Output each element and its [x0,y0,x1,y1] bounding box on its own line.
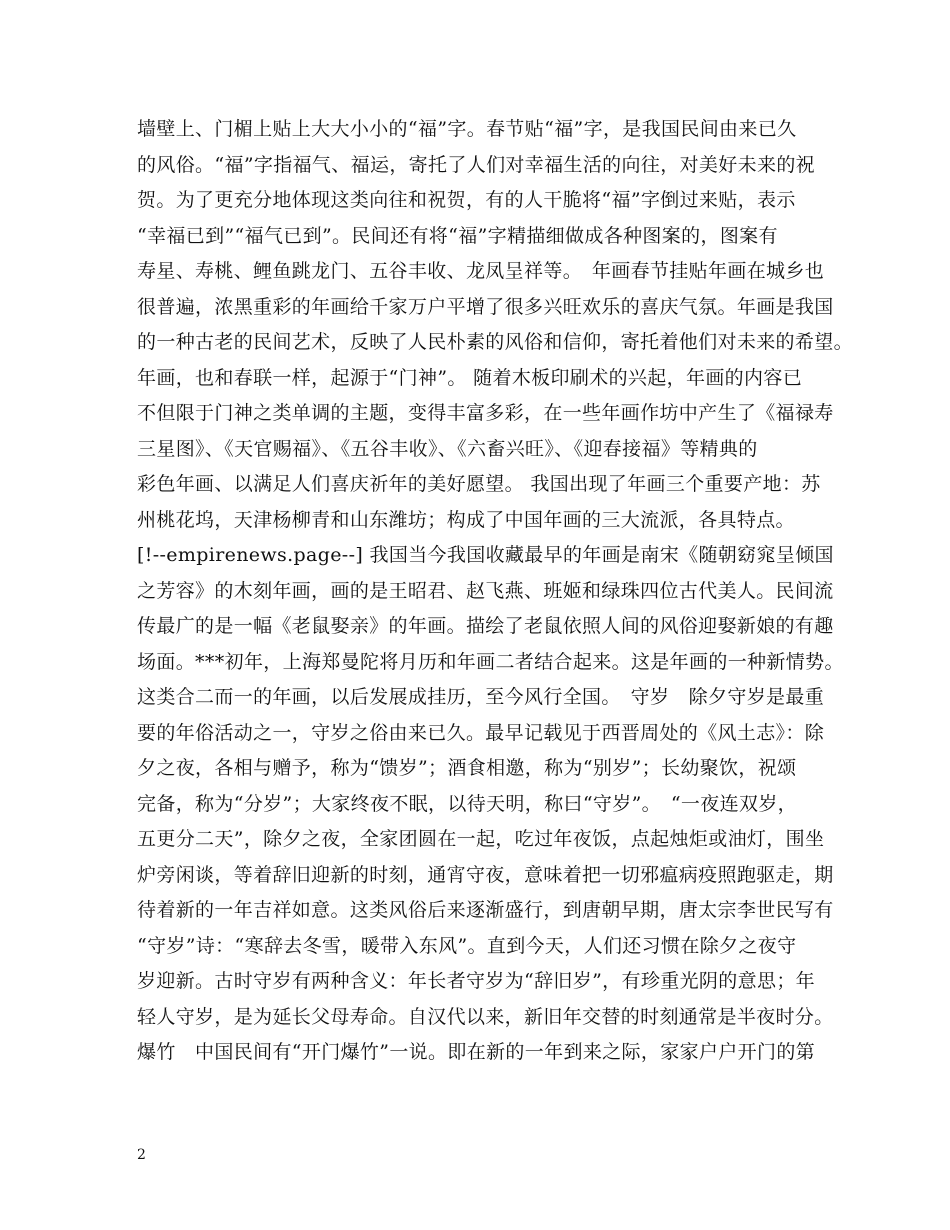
text-line: 五更分二天”，除夕之夜，全家团圆在一起，吃过年夜饭，点起烛炬或油灯，围坐 [137,828,825,850]
text-line: 这类合二而一的年画，以后发展成挂历，至今风行全国。 守岁 除夕守岁是最重 [137,686,825,708]
text-line: 夕之夜，各相与赠予，称为“馈岁”；酒食相邀，称为“别岁”；长幼聚饮，祝颂 [137,757,797,779]
text-line: 的一种古老的民间艺术，反映了人民朴素的风俗和信仰，寄托着他们对未来的希望。 [137,331,853,353]
text-line: 州桃花坞，天津杨柳青和山东潍坊；构成了中国年画的三大流派，各具特点。 [137,508,795,531]
text-line: 的风俗。“福”字指福气、福运，寄托了人们对幸福生活的向往，对美好未来的祝 [137,153,816,176]
text-line: 之芳容》的木刻年画，画的是王昭君、赵飞燕、班姬和绿珠四位古代美人。民间流 [137,579,834,602]
text-line: 爆竹 中国民间有“开门爆竹”一说。即在新的一年到来之际，家家户户开门的第 [137,1041,816,1063]
text-line: 彩色年画、以满足人们喜庆祈年的美好愿望。 我国出现了年画三个重要产地：苏 [137,473,821,495]
page-number: 2 [137,1147,146,1163]
text-line: 要的年俗活动之一，守岁之俗由来已久。最早记载见于西晋周处的《风土志》：除 [137,721,825,744]
text-line: 很普遍，浓黑重彩的年画给千家万户平增了很多兴旺欢乐的喜庆气氛。年画是我国 [137,295,834,318]
text-line: 不但限于门神之类单调的主题，变得丰富多彩，在一些年画作坊中产生了《福禄寿 [137,402,834,424]
text-line: 完备，称为“分岁”；大家终夜不眠，以待天明，称曰“守岁”。 “一夜连双岁， [137,792,798,815]
text-line: 待着新的一年吉祥如意。这类风俗后来逐渐盛行，到唐朝早期，唐太宗李世民写有 [137,899,834,921]
text-line: 岁迎新。古时守岁有两种含义：年长者守岁为“辞旧岁”，有珍重光阴的意思；年 [137,970,816,992]
text-line: 寿星、寿桃、鲤鱼跳龙门、五谷丰收、龙凤呈祥等。 年画春节挂贴年画在城乡也 [137,260,825,282]
text-line: 贺。为了更充分地体现这类向往和祝贺，有的人干脆将“福”字倒过来贴，表示 [137,189,796,211]
text-line: 年画，也和春联一样，起源于“门神”。 随着木板印刷术的兴起，年画的内容已 [137,366,803,389]
text-line: “幸福已到”“福气已到”。民间还有将“福”字精描细做成各种图案的，图案有 [137,224,778,247]
text-line: “守岁”诗：“寒辞去冬雪，暖带入东风”。直到今天，人们还习惯在除夕之夜守 [137,934,797,957]
text-line: 传最广的是一幅《老鼠娶亲》的年画。描绘了老鼠依照人间的风俗迎娶新娘的有趣 [137,615,834,637]
text-line: 场面。***初年，上海郑曼陀将月历和年画二者结合起来。这是年画的一种新情势。 [137,650,844,673]
text-line: 三星图》、《天官赐福》、《五谷丰收》、《六畜兴旺》、《迎春接福》等精典的 [137,437,758,460]
body-text [137,112,853,1071]
text-line: [!--empirenews.page--] 我国当今我国收藏最早的年画是南宋《随朝窈窕呈倾国 [137,544,834,566]
text-line: 墙壁上、门楣上贴上大大小小的“福”字。春节贴“福”字，是我国民间由来已久 [137,118,797,140]
text-line: 炉旁闲谈，等着辞旧迎新的时刻，通宵守夜，意味着把一切邪瘟病疫照跑驱走，期 [137,863,834,886]
text-line: 轻人守岁，是为延长父母寿命。自汉代以来，新旧年交替的时刻通常是半夜时分。 [137,1005,834,1028]
